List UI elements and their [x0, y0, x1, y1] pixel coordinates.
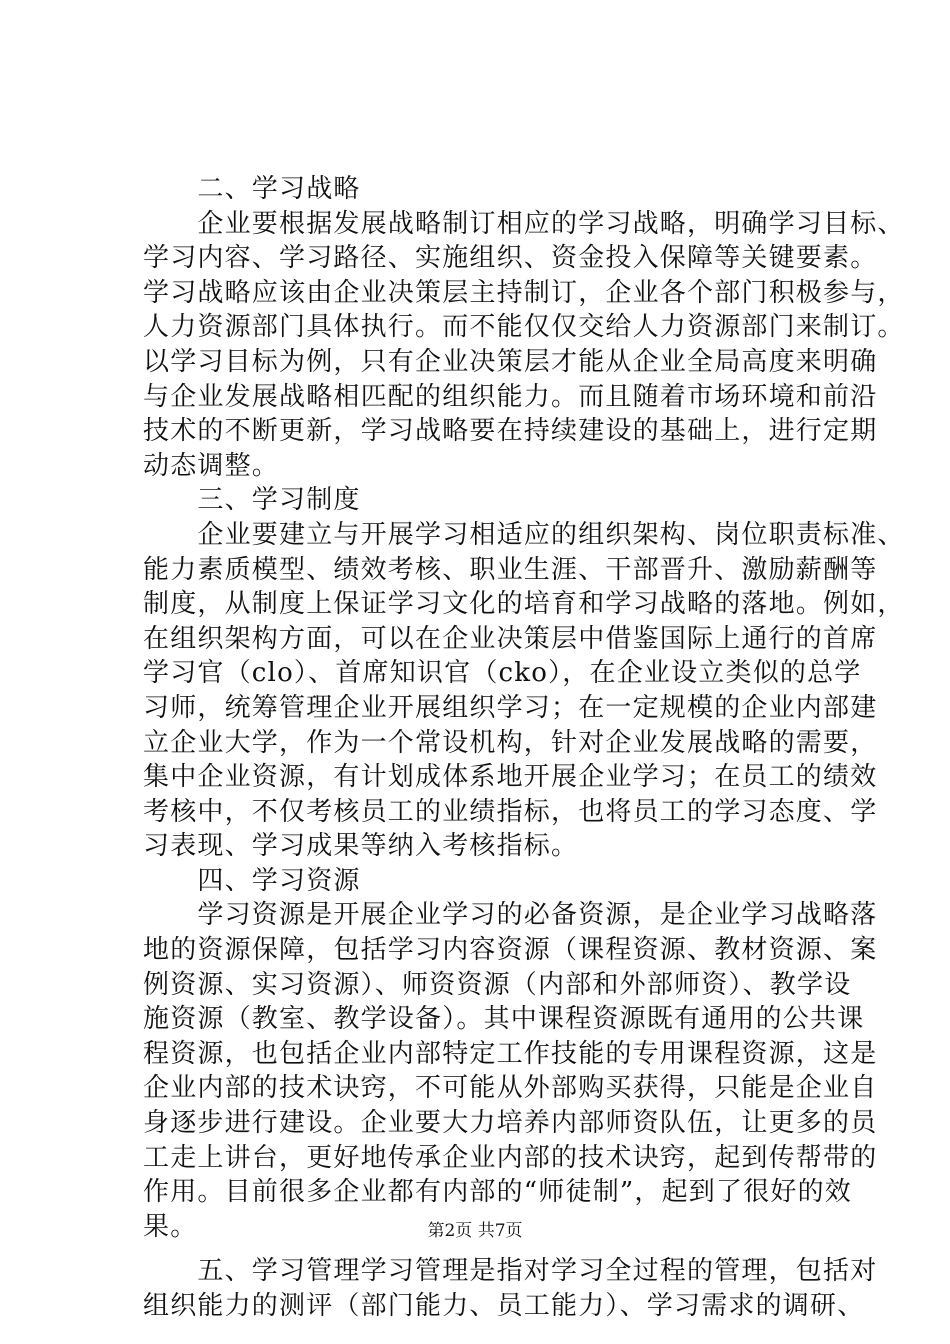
- paragraph-line: 能力素质模型、绩效考核、职业生涯、干部晋升、激励薪酬等: [143, 554, 878, 585]
- paragraph-line: 技术的不断更新，学习战略要在持续建设的基础上，进行定期: [143, 416, 878, 447]
- paragraph-line: 人力资源部门具体执行。而不能仅仅交给人力资源部门来制订。: [143, 312, 905, 343]
- paragraph-line: 在组织架构方面，可以在企业决策层中借鉴国际上通行的首席: [143, 623, 878, 654]
- paragraph-line: 程资源，也包括企业内部特定工作技能的专用课程资源，这是: [143, 1038, 878, 1069]
- paragraph-line: 组织能力的测评（部门能力、员工能力）、学习需求的调研、: [143, 1291, 865, 1321]
- heading-learning-system: 三、学习制度: [143, 485, 361, 516]
- paragraph-line: 动态调整。: [143, 450, 280, 481]
- paragraph-line: 企业内部的技术诀窍，不可能从外部购买获得，只能是企业自: [143, 1073, 878, 1104]
- paragraph-line: 习师，统筹管理企业开展组织学习；在一定规模的企业内部建: [143, 692, 878, 723]
- paragraph-line: 施资源（教室、教学设备）。其中课程资源既有通用的公共课: [143, 1004, 865, 1035]
- paragraph-line: 企业要建立与开展学习相适应的组织架构、岗位职责标准、: [143, 519, 905, 550]
- paragraph-line: 身逐步进行建设。企业要大力培养内部师资队伍，让更多的员: [143, 1108, 878, 1139]
- paragraph-line: 地的资源保障，包括学习内容资源（课程资源、教材资源、案: [143, 935, 878, 966]
- paragraph-line: 学习战略应该由企业决策层主持制订，企业各个部门积极参与，: [143, 277, 905, 308]
- paragraph-line: 集中企业资源，有计划成体系地开展企业学习；在员工的绩效: [143, 762, 878, 793]
- heading-learning-strategy: 二、学习战略: [143, 174, 361, 204]
- paragraph-line: 作用。目前很多企业都有内部的“师徒制”，起到了很好的效: [143, 1177, 852, 1208]
- paragraph-line: 制度，从制度上保证学习文化的培育和学习战略的落地。例如，: [143, 589, 905, 620]
- paragraph-line: 以学习目标为例，只有企业决策层才能从企业全局高度来明确: [143, 346, 878, 377]
- paragraph-line: 例资源、实习资源）、师资资源（内部和外部师资）、教学设: [143, 969, 852, 1000]
- heading-learning-resources: 四、学习资源: [143, 865, 361, 896]
- paragraph-line: 学习官（clo）、首席知识官（cko），在企业设立类似的总学: [143, 658, 862, 689]
- paragraph-line: 与企业发展战略相匹配的组织能力。而且随着市场环境和前沿: [143, 381, 878, 412]
- paragraph-line: 学习内容、学习路径、实施组织、资金投入保障等关键要素。: [143, 243, 878, 274]
- paragraph-line: 工走上讲台，更好地传承企业内部的技术诀窍，起到传帮带的: [143, 1142, 878, 1173]
- paragraph-line: 企业要根据发展战略制订相应的学习战略，明确学习目标、: [143, 208, 905, 239]
- paragraph-line: 学习资源是开展企业学习的必备资源，是企业学习战略落: [143, 900, 878, 931]
- paragraph-line: 习表现、学习成果等纳入考核指标。: [143, 831, 579, 862]
- paragraph-line: 立企业大学，作为一个常设机构，针对企业发展战略的需要，: [143, 727, 878, 758]
- document-body: [143, 172, 905, 1324]
- heading-learning-management: 五、学习管理学习管理是指对学习全过程的管理，包括对: [143, 1256, 878, 1287]
- page-number-footer: 第2页 共7页: [427, 1221, 523, 1241]
- paragraph-line: 考核中，不仅考核员工的业绩指标，也将员工的学习态度、学: [143, 796, 878, 827]
- paragraph-gap: [143, 1244, 849, 1254]
- paragraph-line: 果。: [143, 1211, 198, 1242]
